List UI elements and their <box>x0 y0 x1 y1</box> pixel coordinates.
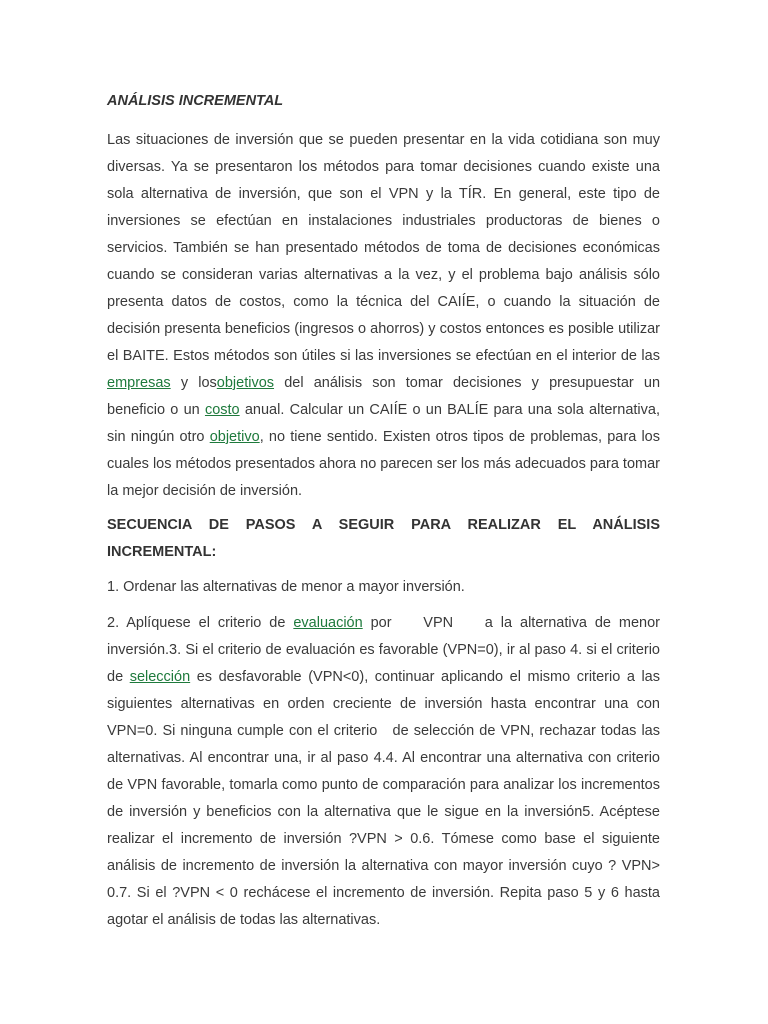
link-costo[interactable]: costo <box>204 402 240 418</box>
link-seleccion[interactable]: selección <box>129 669 191 685</box>
document-title: ANÁLISIS INCREMENTAL <box>107 93 284 109</box>
section-heading: SECUENCIA DE PASOS A SEGUIR PARA REALIZAR EL ANÁLISIS INCREMENTAL: <box>107 517 660 560</box>
intro-text-2: y los <box>170 375 217 391</box>
steps-text-3: es desfavorable (VPN<0), continuar aplicando el mismo criterio a las siguientes alternativas en orden creciente de inversión hasta encontrar una con VPN=0. Si ninguna cumple con el criterio de selección de VPN, rechazar todas las alternativas. Al encontrar una, ir al paso 4.4. Al encontrar una alternativa con criterio de VPN favorable, tomarla como punto de comparación para analizar los incrementos de inversión y beneficios con la alternativa que le sigue en la inversión5. Acéptese realizar el incremento de inversión ?VPN > 0.6. Tómese como base el siguiente análisis de incremento de inversión la alternativa con mayor inversión cuyo ? VPN> 0.7. Si el ?VPN < 0 rechácese el incremento de inversión. Repita paso 5 y 6 hasta agotar el análisis de todas las alternativas. <box>107 669 665 928</box>
step-1-paragraph: 1. Ordenar las alternativas de menor a mayor inversión. <box>107 579 465 595</box>
steps-text-1: 2. Aplíquese el criterio de <box>107 615 294 631</box>
link-objetivos[interactable]: objetivos <box>216 375 275 391</box>
link-evaluacion[interactable]: evaluación <box>293 615 363 631</box>
intro-text-5: , no tiene sentido. Existen otros tipos de problemas, para los cuales los métodos presentados ahora no parecen ser los más adecuados para tomar la mejor decisión de inversión. <box>107 429 665 499</box>
link-empresas[interactable]: empresas <box>107 375 171 391</box>
steps-text-2: por VPN a la alternativa de menor inversión.3. Si el criterio de evaluación es favorable (VPN=0), ir al paso 4. si el criterio de <box>107 615 665 685</box>
intro-text-1: Las situaciones de inversión que se pueden presentar en la vida cotidiana son muy diversas. Ya se presentaron los métodos para tomar decisiones cuando existe una sola alternativa de inversión, que son el VPN y la TÍR. En general, este tipo de inversiones se efectúan en instalaciones industriales productoras de bienes o servicios. También se han presentado métodos de toma de decisiones económicas cuando se consideran varias alternativas a la vez, y el problema bajo análisis sólo presenta datos de costos, como la técnica del CAIÍE, o cuando la situación de decisión presenta beneficios (ingresos o ahorros) y costos entonces es posible utilizar el BAITE. Estos métodos son útiles si las inversiones se efectúan en el interior de las <box>107 132 665 364</box>
document-page <box>107 88 665 934</box>
link-objetivo[interactable]: objetivo <box>209 429 260 445</box>
intro-text-4: anual. Calcular un CAIÍE o un BALÍE para una sola alternativa, sin ningún otro <box>107 402 665 445</box>
intro-paragraph <box>107 127 665 505</box>
intro-text-3: del análisis son tomar decisiones y presupuestar un beneficio o un <box>107 375 665 418</box>
steps-paragraph <box>107 610 665 934</box>
